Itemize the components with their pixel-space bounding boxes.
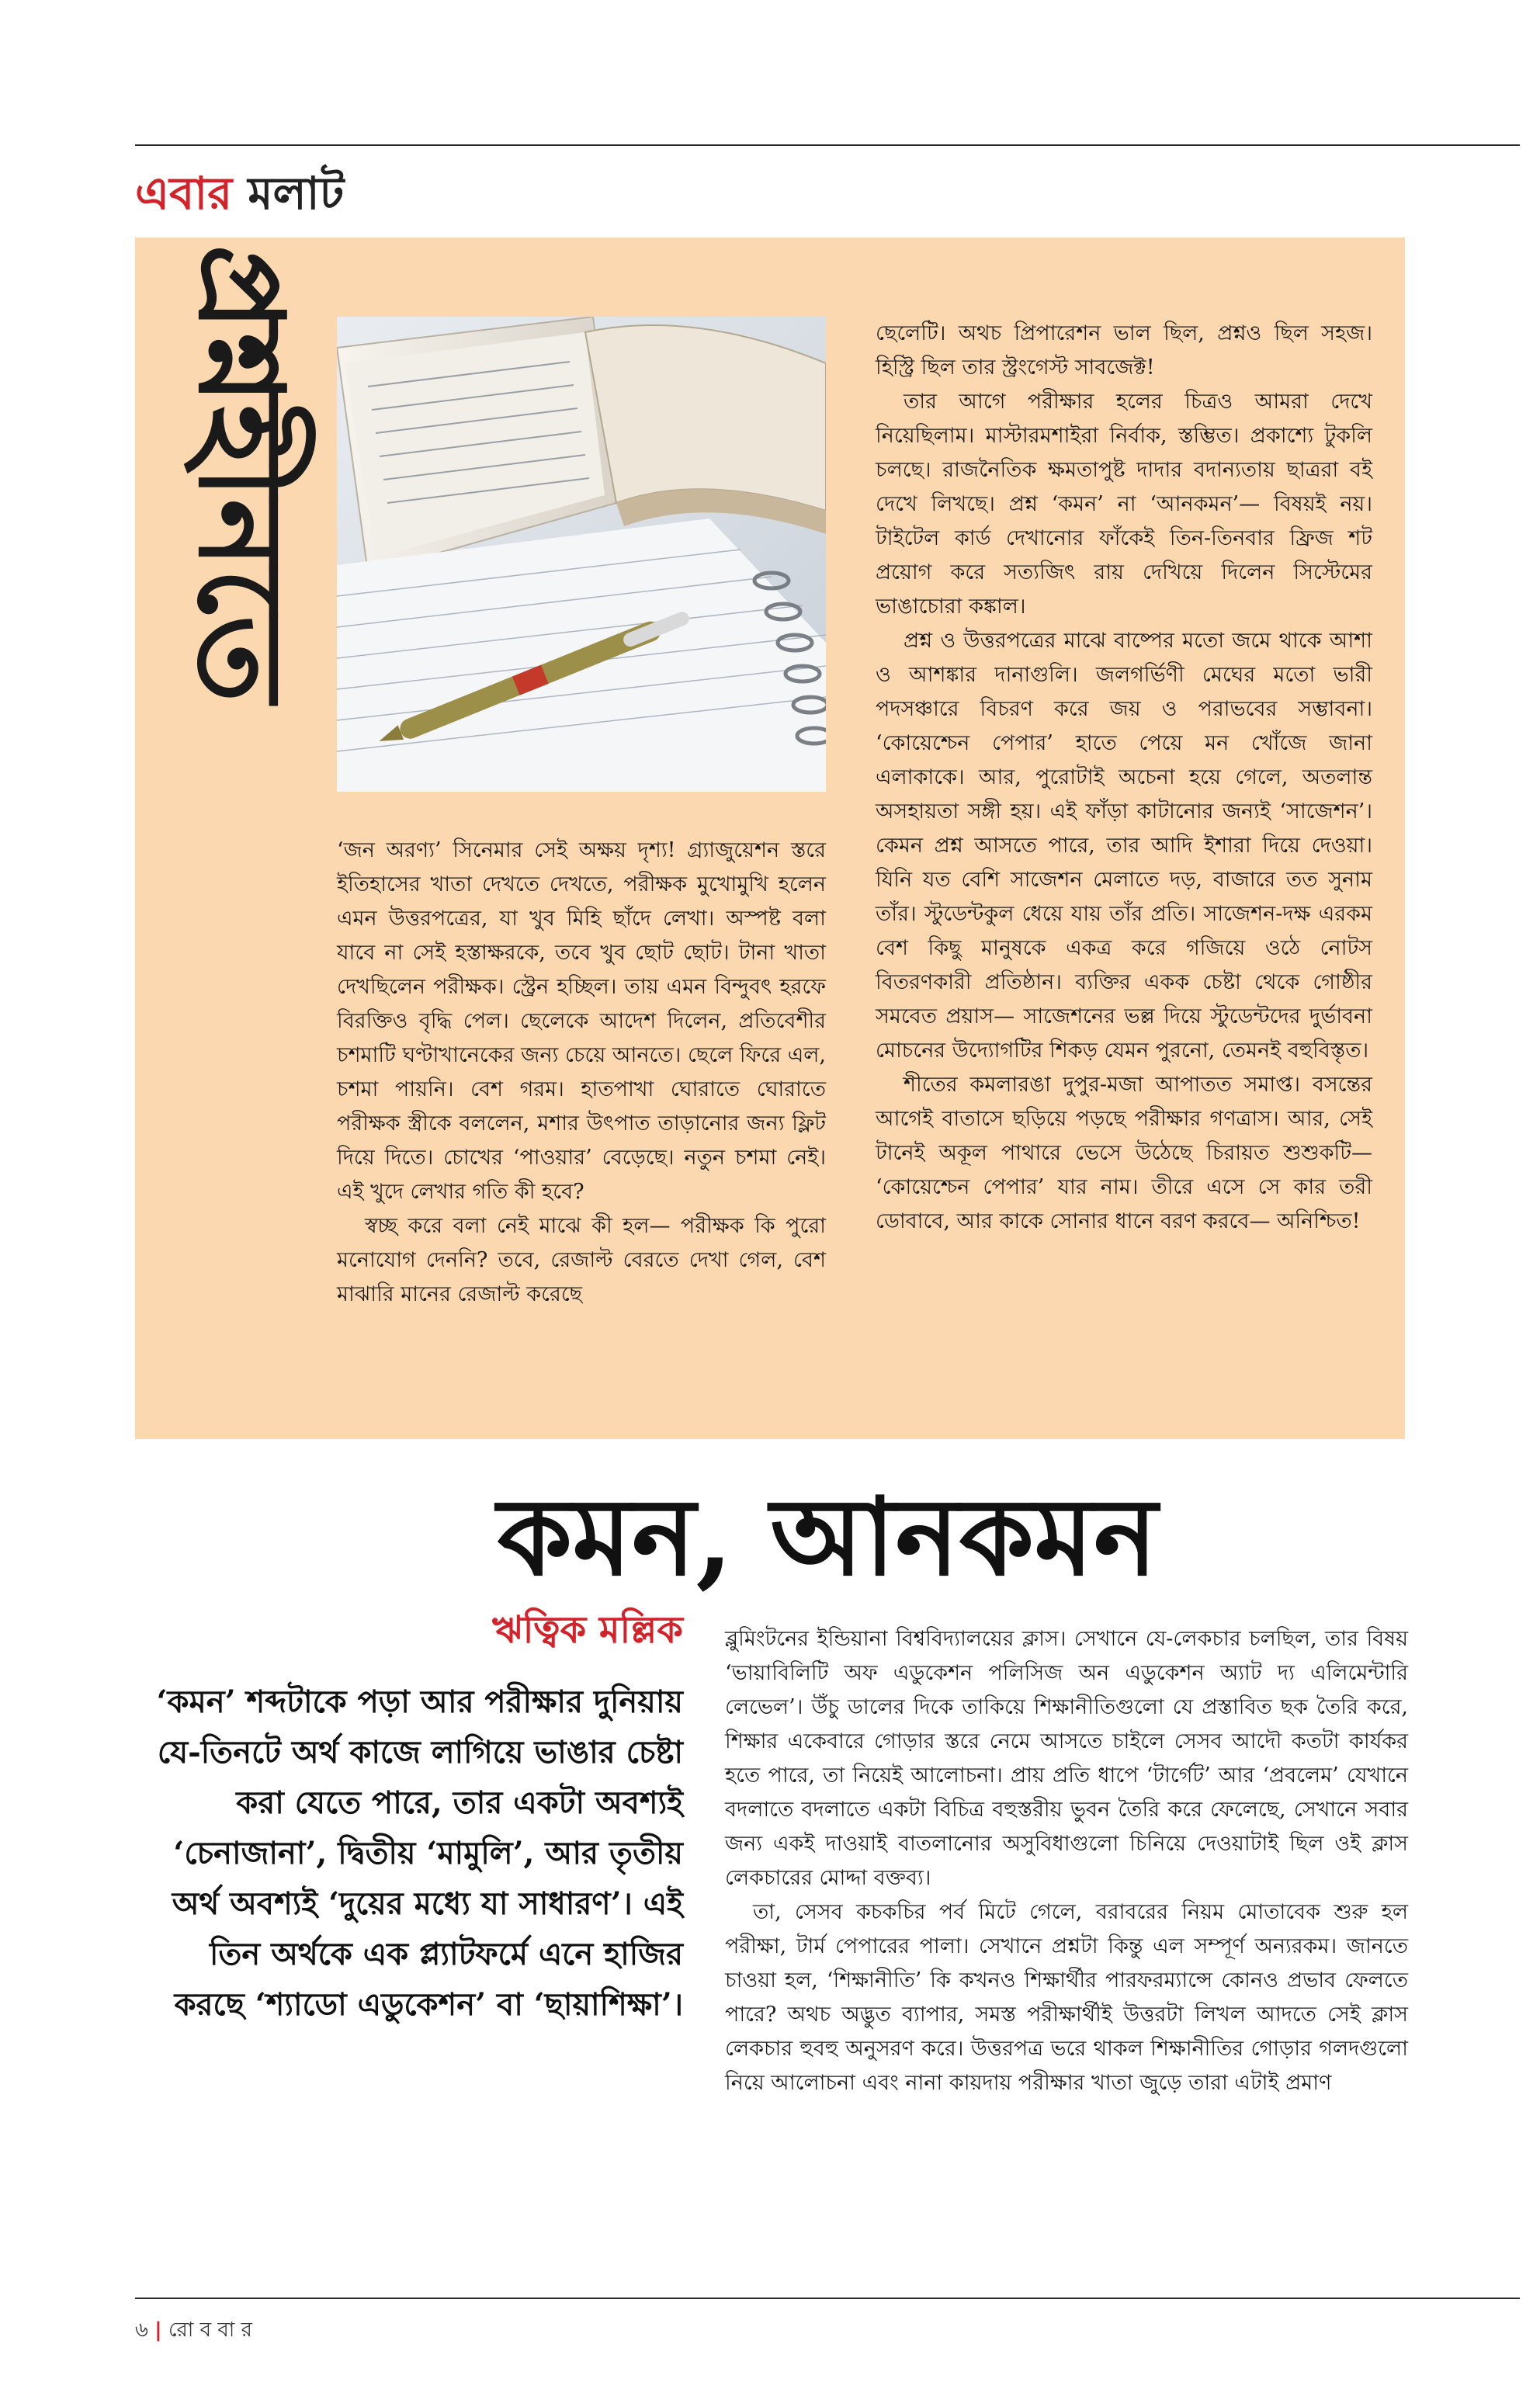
page-number: ৬ bbox=[135, 2318, 148, 2342]
feature-paragraph: প্রশ্ন ও উত্তরপত্রের মাঝে বাষ্পের মতো জমে থাকে আশা ও আশঙ্কার দানাগুলি। জলগর্ভিণী মেঘের মতো ভারী পদসঞ্চারে বিচরণ করে জয় ও পরাভবের সম্ভাবনা। ‘কোয়েশ্চেন পেপার’ হাতে পেয়ে মন খোঁজে জানা এলাকাকে। আর, পুরোটাই অচেনা হয়ে গেলে, অতলান্ত অসহায়তা সঙ্গী হয়। এই ফাঁড়া কাটানোর জন্যই ‘সাজেশন’। কেমন প্রশ্ন আসতে পারে, তার আদি ইশারা দিয়ে দেওয়া। যিনি যত বেশি সাজেশন মেলাতে দড়, বাজারে তত সুনাম তাঁর। স্টুডেন্টকুল ধেয়ে যায় তাঁর প্রতি। সাজেশন-দক্ষ এরকম বেশ কিছু মানুষকে একত্র করে গজিয়ে ওঠে নোটস বিতরণকারী প্রতিষ্ঠান। ব্যক্তির একক চেষ্টা থেকে গোষ্ঠীর সমবেত প্রয়াস— সাজেশনের ভল্ল দিয়ে স্টুডেন্টদের দুর্ভাবনা মোচনের উদ্যোগটির শিকড় যেমন পুরনো, তেমনই বহুবিস্তৃত। bbox=[876, 629, 1372, 1063]
magazine-name: রো ব বা র bbox=[168, 2318, 252, 2342]
feature-paragraph: তার আগে পরীক্ষার হলের চিত্রও আমরা দেখে নিয়েছিলাম। মাস্টারমশাইরা নির্বাক, স্তম্ভিত। প্রকাশ্যে টুকলি চলছে। রাজনৈতিক ক্ষমতাপুষ্ট দাদার বদান্যতায় ছাত্ররা বই দেখে লিখছে। প্রশ্ন ‘কমন’ না ‘আনকমন’— বিষয়ই নয়। টাইটেল কার্ড দেখানোর ফাঁকেই তিন-তিনবার ফ্রিজ শট প্রয়োগ করে সত্যজিৎ রায় দেখিয়ে দিলেন সিস্টেমের ভাঙাচোরা কঙ্কাল। bbox=[876, 390, 1372, 619]
feature-paragraph: স্বচ্ছ করে বলা নেই মাঝে কী হল— পরীক্ষক কি পুরো মনোযোগ দেননি? তবে, রেজাল্ট বেরতে দেখা গেল, বেশ মাঝারি মানের রেজাল্ট করেছে bbox=[337, 1214, 826, 1306]
section-prefix: এবার bbox=[135, 167, 233, 220]
bottom-rule bbox=[135, 2298, 1520, 2299]
feature-left-column bbox=[337, 834, 826, 1312]
top-rule bbox=[135, 144, 1520, 146]
feature-vertical-title: প্রশ্নহীনতে bbox=[172, 244, 310, 703]
page-footer bbox=[135, 2317, 252, 2343]
section-title: মলাট bbox=[248, 167, 345, 220]
article-standfirst: ‘কমন’ শব্দটাকে পড়া আর পরীক্ষার দুনিয়ায় যে-তিনটে অর্থ কাজে লাগিয়ে ভাঙার চেষ্টা করা যেতে পারে, তার একটা অবশ্যই ‘চেনাজানা’, দ্বিতীয় ‘মামুলি’, আর তৃতীয় অর্থ অবশ্যই ‘দুয়ের মধ্যে যা সাধারণ’। এই তিন অর্থকে এক প্ল্যাটফর্মে এনে হাজির করছে ‘শ্যাডো এডুকেশন’ বা ‘ছায়াশিক্ষা’। bbox=[156, 1684, 683, 2023]
article-paragraph: ব্লুমিংটনের ইন্ডিয়ানা বিশ্ববিদ্যালয়ের ক্লাস। সেখানে যে-লেকচার চলছিল, তার বিষয় ‘ভায়াবিলিটি অফ এডুকেশন পলিসিজ অন এডুকেশন অ্যাট দ্য এলিমেন্টারি লেভেল’। উঁচু ডালের দিকে তাকিয়ে শিক্ষানীতিগুলো যে প্রস্তাবিত ছক তৈরি করে, শিক্ষার একেবারে গোড়ার স্তরে নেমে আসতে চাইলে সেসব আদৌ কতটা কার্যকর হতে পারে, তা নিয়েই আলোচনা। প্রায় প্রতি ধাপে ‘টার্গেট’ আর ‘প্রবলেম’ যেখানে বদলাতে বদলাতে একটা বিচিত্র বহুস্তরীয় ভুবন তৈরি করে ফেলেছে, সেখানে সবার জন্য একই দাওয়াই বাতলানোর অসুবিধাগুলো চিনিয়ে দেওয়াটাই ছিল ওই ক্লাস লেকচারের মোদ্দা বক্তব্য। bbox=[725, 1627, 1408, 1890]
footer-separator: | bbox=[154, 2318, 162, 2342]
section-header bbox=[135, 166, 344, 220]
feature-paragraph: শীতের কমলারঙা দুপুর-মজা আপাতত সমাপ্ত। বসন্তের আগেই বাতাসে ছড়িয়ে পড়ছে পরীক্ষার গণত্রাস। আর, সেই টানেই অকূল পাথারে ভেসে উঠেছে চিরায়ত শুশুকটি— ‘কোয়েশ্চেন পেপার’ যার নাম। তীরে এসে সে কার তরী ডোবাবে, আর কাকে সোনার ধানে বরণ করবে— অনিশ্চিত! bbox=[876, 1073, 1372, 1233]
article-author: ঋত্বিক মল্লিক bbox=[492, 1608, 683, 1652]
feature-right-column bbox=[876, 317, 1372, 1239]
article-headline: কমন, আনকমন bbox=[497, 1473, 1158, 1600]
feature-paragraph: ‘জন অরণ্য’ সিনেমার সেই অক্ষয় দৃশ্য! গ্র্যাজুয়েশন স্তরে ইতিহাসের খাতা দেখতে দেখতে, পরীক্ষক মুখোমুখি হলেন এমন উত্তরপত্রের, যা খুব মিহি ছাঁদে লেখা। অস্পষ্ট বলা যাবে না সেই হস্তাক্ষরকে, তবে খুব ছোট ছোট। টানা খাতা দেখছিলেন পরীক্ষক। স্ট্রেন হচ্ছিল। তায় এমন বিন্দুবৎ হরফে বিরক্তিও বৃদ্ধি পেল। ছেলেকে আদেশ দিলেন, প্রতিবেশীর চশমাটি ঘণ্টাখানেকের জন্য চেয়ে আনতে। ছেলে ফিরে এল, চশমা পায়নি। বেশ গরম। হাতপাখা ঘোরাতে ঘোরাতে পরীক্ষক স্ত্রীকে বললেন, মশার উৎপাত তাড়ানোর জন্য ফ্লিট দিয়ে দিতে। চোখের ‘পাওয়ার’ বেড়েছে। নতুন চশমা নেই। এই খুদে লেখার গতি কী হবে? bbox=[337, 838, 826, 1204]
books-pen-photo bbox=[337, 317, 826, 792]
feature-paragraph: ছেলেটি। অথচ প্রিপারেশন ভাল ছিল, প্রশ্নও ছিল সহজ। হিস্ট্রি ছিল তার স্ট্রংগেস্ট সাবজেক্ট! bbox=[876, 321, 1372, 380]
article-paragraph: তা, সেসব কচকচির পর্ব মিটে গেলে, বরাবরের নিয়ম মোতাবেক শুরু হল পরীক্ষা, টার্ম পেপারের পালা। সেখানে প্রশ্নটা কিন্তু এল সম্পূর্ণ অন্যরকম। জানতে চাওয়া হল, ‘শিক্ষানীতি’ কি কখনও শিক্ষার্থীর পারফরম্যান্সে কোনও প্রভাব ফেলতে পারে? অথচ অদ্ভুত ব্যাপার, সমস্ত পরীক্ষার্থীই উত্তরটা লিখল আদতে সেই ক্লাস লেকচার হুবহু অনুসরণ করে। উত্তরপত্র ভরে থাকল শিক্ষানীতির গোড়ার গলদগুলো নিয়ে আলোচনা এবং নানা কায়দায় পরীক্ষার খাতা জুড়ে তারা এটাই প্রমাণ bbox=[725, 1900, 1408, 2095]
article-body bbox=[725, 1622, 1408, 2100]
